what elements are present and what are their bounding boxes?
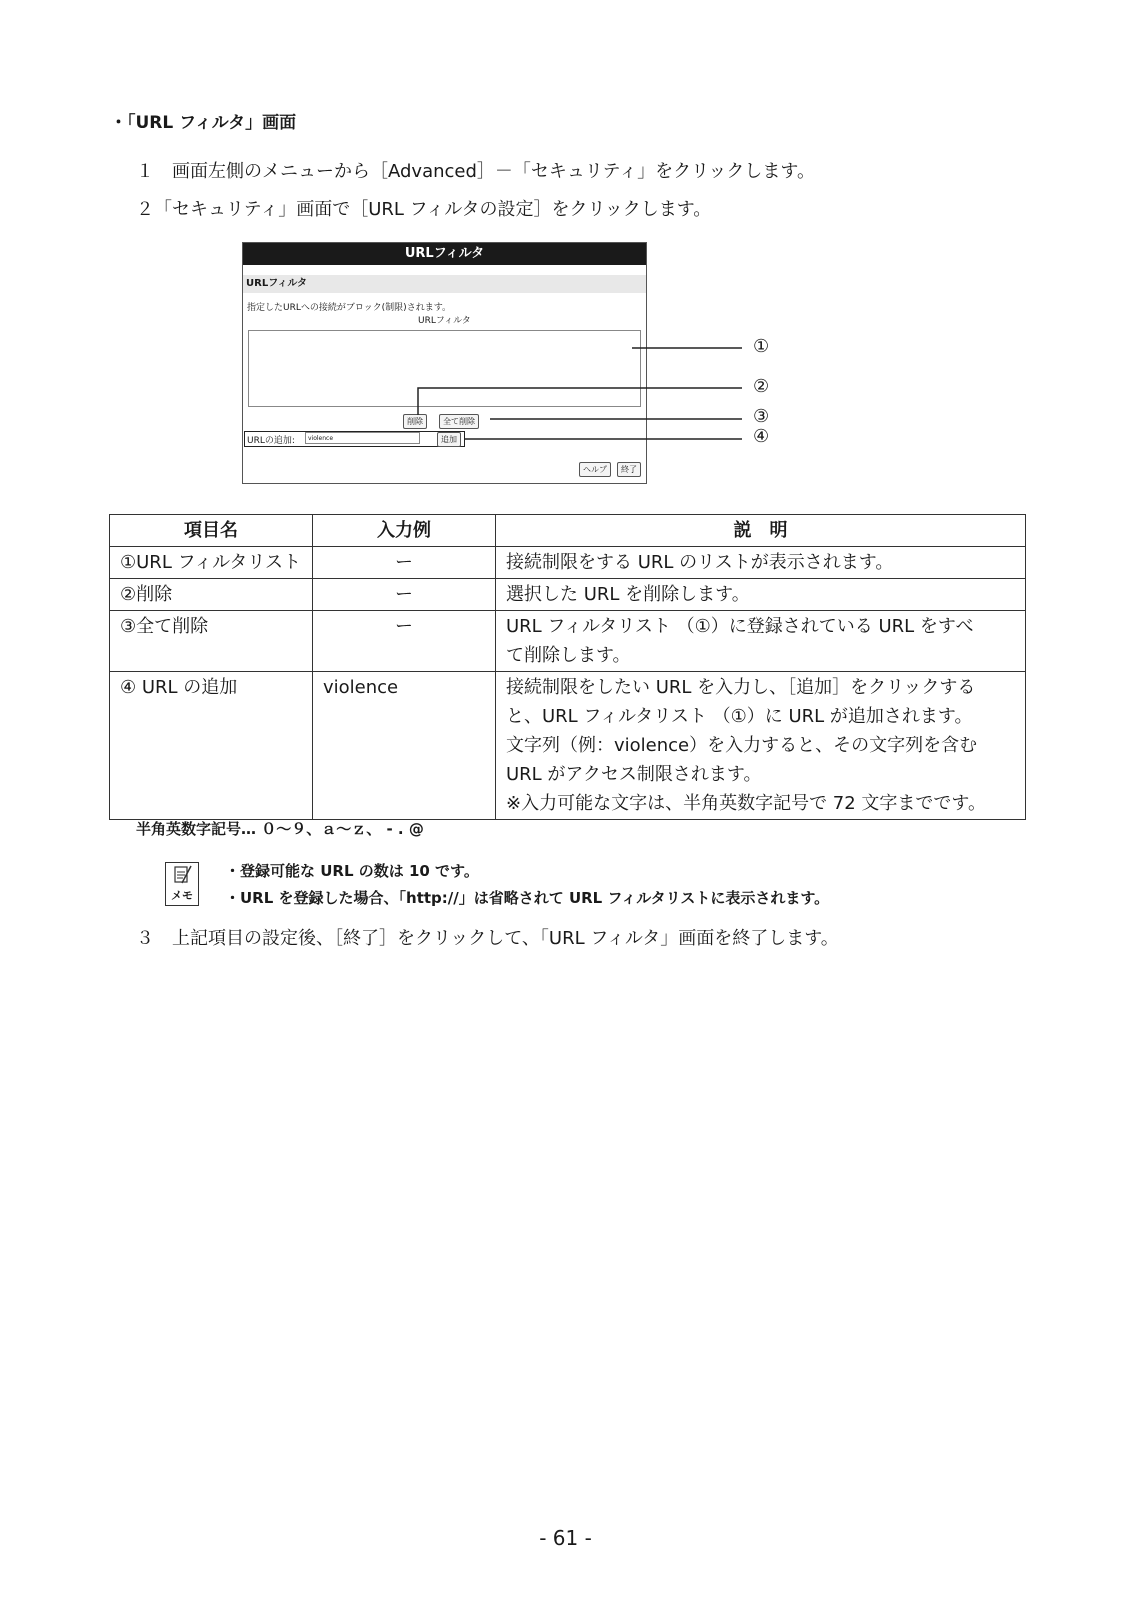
header-description: 説 明 [496, 515, 1026, 547]
step-3-text: ３ 上記項目の設定後、［終了］をクリックして、「URL フィルタ」画面を終了します。 [136, 928, 839, 949]
screenshot-list-label: URLフィルタ [418, 316, 471, 326]
row-name: ③全て削除 [110, 611, 313, 672]
add-url-label: URLの追加: [247, 436, 295, 446]
table-row [110, 579, 1026, 611]
row-desc [496, 579, 1026, 611]
table-row [110, 547, 1026, 579]
row-name: ①URL フィルタリスト [110, 547, 313, 579]
table-header-row [110, 515, 1026, 547]
memo-line-1: ・登録可能な URL の数は 10 です。 [225, 862, 479, 880]
row-desc [496, 611, 1026, 672]
screenshot-subheading: URLフィルタ [243, 275, 646, 293]
page-number: - 61 - [539, 1526, 592, 1550]
memo-line-2: ・URL を登録した場合、「http://」は省略されて URL フィルタリストに表示されます。 [225, 889, 830, 907]
row-example: ー [313, 547, 496, 579]
settings-table [109, 514, 1026, 820]
row-desc-line: URL フィルタリスト （①）に登録されている URL をすべ [506, 616, 974, 637]
row-desc-line: 選択した URL を削除します。 [506, 584, 750, 605]
row-desc [496, 672, 1026, 820]
help-button[interactable]: ヘルプ [579, 462, 611, 477]
delete-button[interactable]: 削除 [403, 414, 427, 429]
row-desc [496, 547, 1026, 579]
row-desc-line: ※入力可能な文字は、半角英数字記号で 72 文字までです。 [506, 793, 986, 814]
row-desc-line: URL がアクセス制限されます。 [506, 764, 762, 785]
callout-4: ④ [753, 426, 770, 447]
row-desc-line: 接続制限をする URL のリストが表示されます。 [506, 552, 894, 573]
callout-2: ② [753, 376, 770, 397]
section-heading: ・「URL フィルタ」画面 [110, 113, 297, 133]
row-example: ー [313, 579, 496, 611]
header-input-example: 入力例 [313, 515, 496, 547]
charset-note: 半角英数字記号… ０～９、ａ～ｚ、 - . @ [136, 820, 424, 838]
row-example: ー [313, 611, 496, 672]
add-url-input[interactable]: violence [305, 432, 420, 444]
table-row [110, 672, 1026, 820]
row-name: ④ URL の追加 [110, 672, 313, 820]
row-desc-line: 接続制限をしたい URL を入力し、［追加］をクリックする [506, 677, 976, 698]
table-row [110, 611, 1026, 672]
step-1-text: １ 画面左側のメニューから［Advanced］－「セキュリティ」をクリックします。 [136, 161, 815, 182]
screenshot-title-bar: URLフィルタ [243, 243, 646, 265]
screenshot-description: 指定したURLへの接続がブロック(制限)されます。 [247, 303, 451, 313]
row-name: ②削除 [110, 579, 313, 611]
end-button[interactable]: 終了 [617, 462, 641, 477]
memo-icon-label: メモ [171, 889, 193, 902]
add-button[interactable]: 追加 [437, 432, 461, 447]
delete-all-button[interactable]: 全て削除 [439, 414, 479, 429]
row-desc-line: と、URL フィルタリスト （①）に URL が追加されます。 [506, 706, 973, 727]
row-desc-line: て削除します。 [506, 645, 631, 666]
callout-1: ① [753, 336, 770, 357]
row-desc-line: 文字列（例：violence）を入力すると、その文字列を含む [506, 735, 978, 756]
step-2-text: ２「セキュリティ」画面で［URL フィルタの設定］をクリックします。 [136, 199, 712, 220]
memo-pencil-icon [166, 863, 198, 887]
memo-icon [165, 862, 199, 906]
header-item-name: 項目名 [110, 515, 313, 547]
row-example: violence [313, 672, 496, 820]
callout-3: ③ [753, 406, 770, 427]
